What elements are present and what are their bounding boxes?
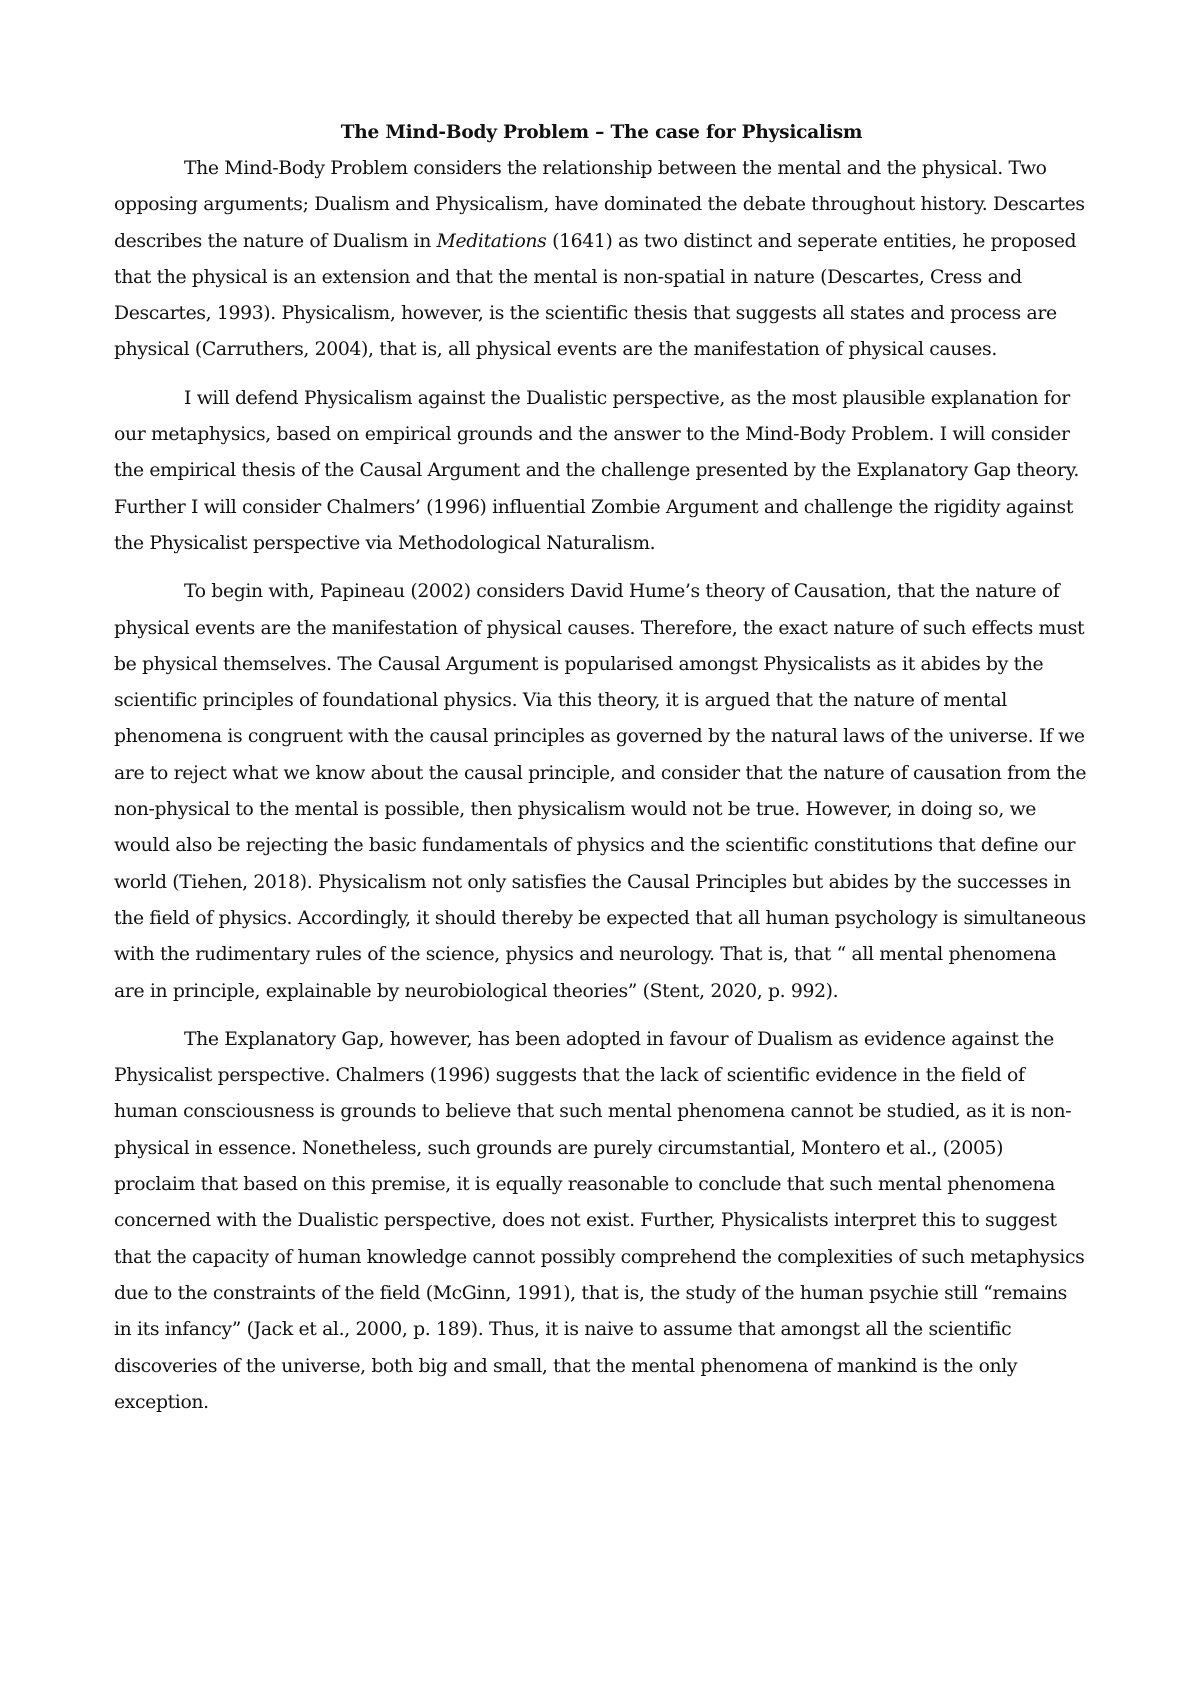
book-title-meditations: Meditations xyxy=(436,230,547,252)
paragraph-causal-argument: To begin with, Papineau (2002) considers David Hume’s theory of Causation, that the nature of physical events are the manifestation of physical causes. Therefore, the exact nature of such effects must be physical themselves. The Causal Argument is popularised amongst Physicalists as it abides by the scientific principles of foundational physics. Via this theory, it is argued that the nature of mental phenomena is congruent with the causal principles as governed by the natural laws of the universe. If we are to reject what we know about the causal principle, and consider that the nature of causation from the non-physical to the mental is possible, then physicalism would not be true. However, in doing so, we would also be rejecting the basic fundamentals of physics and the scientific constitutions that define our world (Tiehen, 2018). Physicalism not only satisfies the Causal Principles but abides by the successes in the field of physics. Accordingly, it should thereby be expected that all human psychology is simultaneous with the rudimentary rules of the science, physics and neurology. That is, that “ all mental phenomena are in principle, explainable by neurobiological theories” (Stent, 2020, p. 992). xyxy=(114,581,1087,1002)
paragraph-intro-text-after: (1641) as two distinct and seperate entities, he proposed that the physical is an extension and that the mental is non-spatial in nature (Descartes, Cress and Descartes, 1993). Physicalism, however, is the scientific thesis that suggests all states and process are physical (Carruthers, 2004), that is, all physical events are the manifestation of physical causes. xyxy=(114,230,1077,361)
document-body xyxy=(114,115,1089,1433)
paragraph-intro xyxy=(114,151,1089,369)
document-title: The Mind-Body Problem – The case for Physicalism xyxy=(340,122,863,143)
paragraph-thesis: I will defend Physicalism against the Dualistic perspective, as the most plausible explanation for our metaphysics, based on empirical grounds and the answer to the Mind-Body Problem. I will consider the empirical thesis of the Causal Argument and the challenge presented by the Explanatory Gap theory. Further I will consider Chalmers’ (1996) influential Zombie Argument and challenge the rigidity against the Physicalist perspective via Methodological Naturalism. xyxy=(114,387,1079,554)
paragraph-intro-text-before: The Mind-Body Problem considers the relationship between the mental and the physical. Two opposing arguments; Dualism and Physicalism, have dominated the debate throughout history. Descartes describes the nature of Dualism in xyxy=(114,158,1085,252)
paragraph-explanatory-gap: The Explanatory Gap, however, has been adopted in favour of Dualism as evidence against the Physicalist perspective. Chalmers (1996) suggests that the lack of scientific evidence in the field of human consciousness is grounds to believe that such mental phenomena cannot be studied, as it is non-physical in essence. Nonetheless, such grounds are purely circumstantial, Montero et al., (2005) proclaim that based on this premise, it is equally reasonable to conclude that such mental phenomena concerned with the Dualistic perspective, does not exist. Further, Physicalists interpret this to suggest that the capacity of human knowledge cannot possibly comprehend the complexities of such metaphysics due to the constraints of the field (McGinn, 1991), that is, the study of the human psychie still “remains in its infancy” (Jack et al., 2000, p. 189). Thus, it is naive to assume that amongst all the scientific discoveries of the universe, both big and small, that the mental phenomena of mankind is the only exception. xyxy=(114,1028,1085,1413)
